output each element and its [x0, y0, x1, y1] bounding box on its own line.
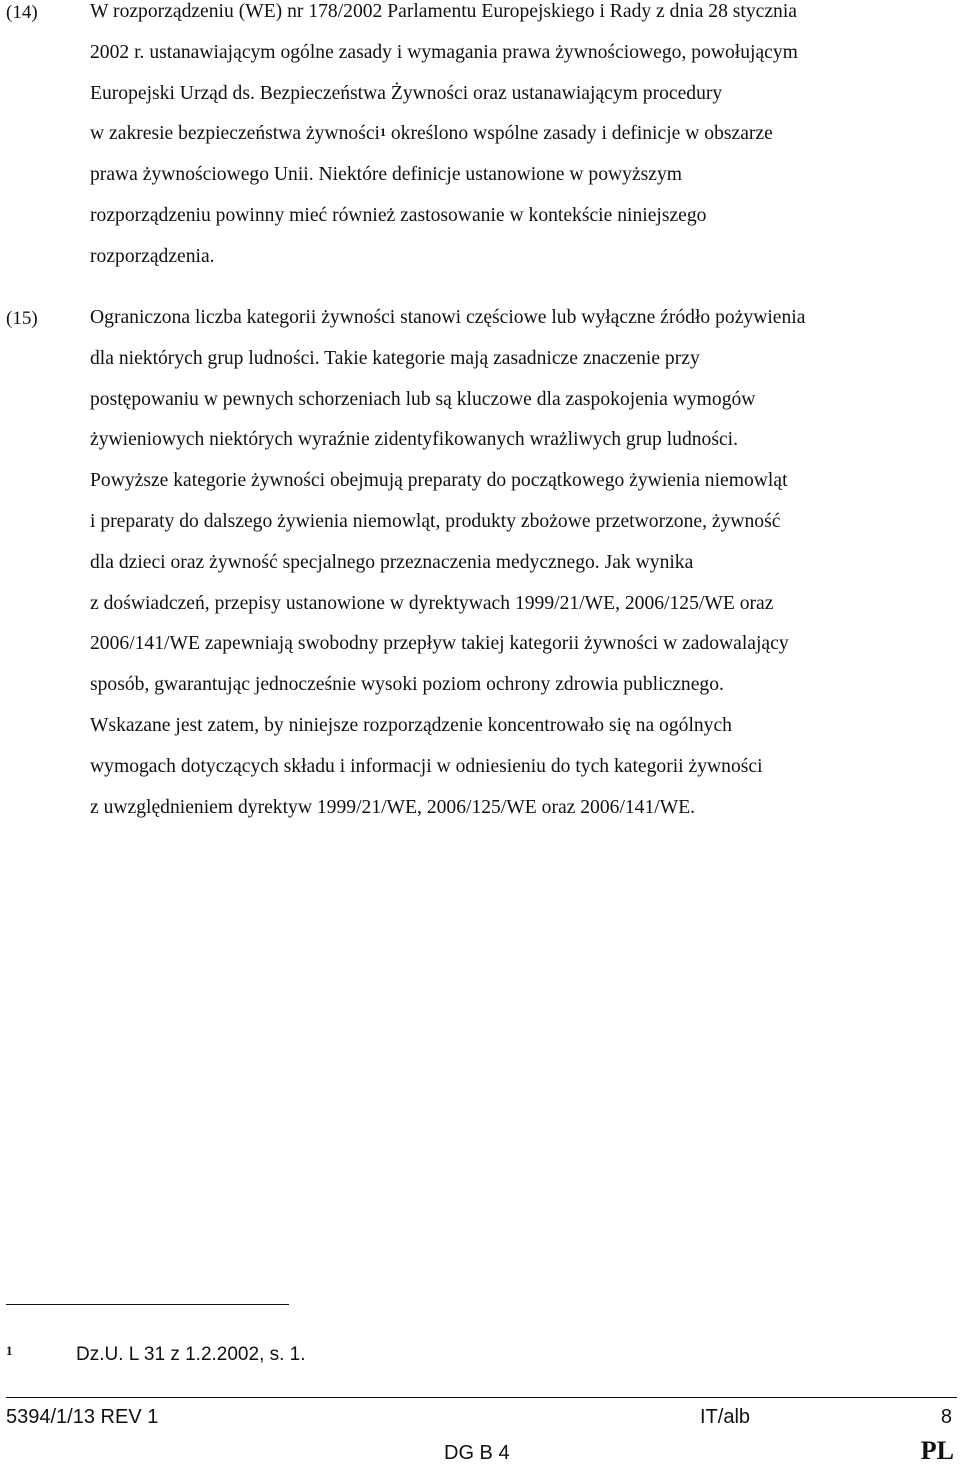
- footnote-mark: 1: [6, 1343, 13, 1358]
- text-line: i preparaty do dalszego żywienia niemowląt, produkty zbożowe przetworzone, żywność: [90, 510, 781, 532]
- text-line: żywieniowych niektórych wyraźnie zidentyfikowanych wrażliwych grup ludności.: [90, 429, 739, 451]
- author-code: IT/alb: [700, 1406, 751, 1428]
- language-code: PL: [920, 1436, 954, 1465]
- text-line: 2006/141/WE zapewniają swobodny przepływ takiej kategorii żywności w zadowalający: [90, 633, 789, 655]
- text-line-with-footnote: [90, 114, 956, 155]
- text-line: z uwzględnieniem dyrektyw 1999/21/WE, 2006/125/WE oraz 2006/141/WE.: [90, 796, 696, 818]
- text-line: Europejski Urząd ds. Bezpieczeństwa Żywności oraz ustanawiającym procedury: [90, 82, 723, 104]
- text-line: postępowaniu w pewnych schorzeniach lub są kluczowe dla zaspokojenia wymogów: [90, 388, 756, 410]
- text-line: 2002 r. ustanawiającym ogólne zasady i wymagania prawa żywnościowego, powołującym: [90, 41, 798, 63]
- footer-divider: [6, 1397, 957, 1398]
- text-line: rozporządzenia.: [90, 245, 215, 267]
- text-line: Powyższe kategorie żywności obejmują preparaty do początkowego żywienia niemowląt: [90, 470, 788, 492]
- text-segment: określono wspólne zasady i definicje w obszarze: [385, 123, 773, 145]
- text-line: Wskazane jest zatem, by niniejsze rozporządzenie koncentrowało się na ogólnych: [90, 714, 732, 736]
- text-line: prawa żywnościowego Unii. Niektóre definicje ustanowione w powyższym: [90, 164, 683, 186]
- text-line: dla dzieci oraz żywność specjalnego przeznaczenia medycznego. Jak wynika: [90, 551, 694, 573]
- footnote-divider: [6, 1304, 289, 1305]
- paragraph-number: (15): [6, 308, 38, 329]
- text-line: Ograniczona liczba kategorii żywności stanowi częściowe lub wyłączne źródło pożywienia: [90, 307, 806, 328]
- text-line: rozporządzeniu powinny mieć również zastosowanie w kontekście niniejszego: [90, 204, 707, 226]
- text-line: dla niektórych grup ludności. Takie kategorie mają zasadnicze znaczenie przy: [90, 347, 700, 369]
- text-line: z doświadczeń, przepisy ustanowione w dyrektywach 1999/21/WE, 2006/125/WE oraz: [90, 592, 774, 614]
- footnote-text: Dz.U. L 31 z 1.2.2002, s. 1.: [76, 1344, 306, 1365]
- text-segment: w zakresie bezpieczeństwa żywności: [90, 123, 380, 145]
- text-line: W rozporządzeniu (WE) nr 178/2002 Parlamentu Europejskiego i Rady z dnia 28 stycznia: [90, 1, 797, 22]
- text-line: wymogach dotyczących składu i informacji w odniesieniu do tych kategorii żywności: [90, 755, 763, 777]
- department-code: DG B 4: [444, 1442, 510, 1464]
- paragraph-body: [90, 298, 956, 828]
- footnote-reference[interactable]: 1: [379, 125, 386, 140]
- paragraph-number: (14): [6, 2, 38, 23]
- page-number: 8: [940, 1406, 952, 1428]
- text-line: sposób, gwarantując jednocześnie wysoki poziom ochrony zdrowia publicznego.: [90, 674, 724, 696]
- document-reference: 5394/1/13 REV 1: [6, 1406, 159, 1428]
- paragraph-body: [90, 0, 956, 278]
